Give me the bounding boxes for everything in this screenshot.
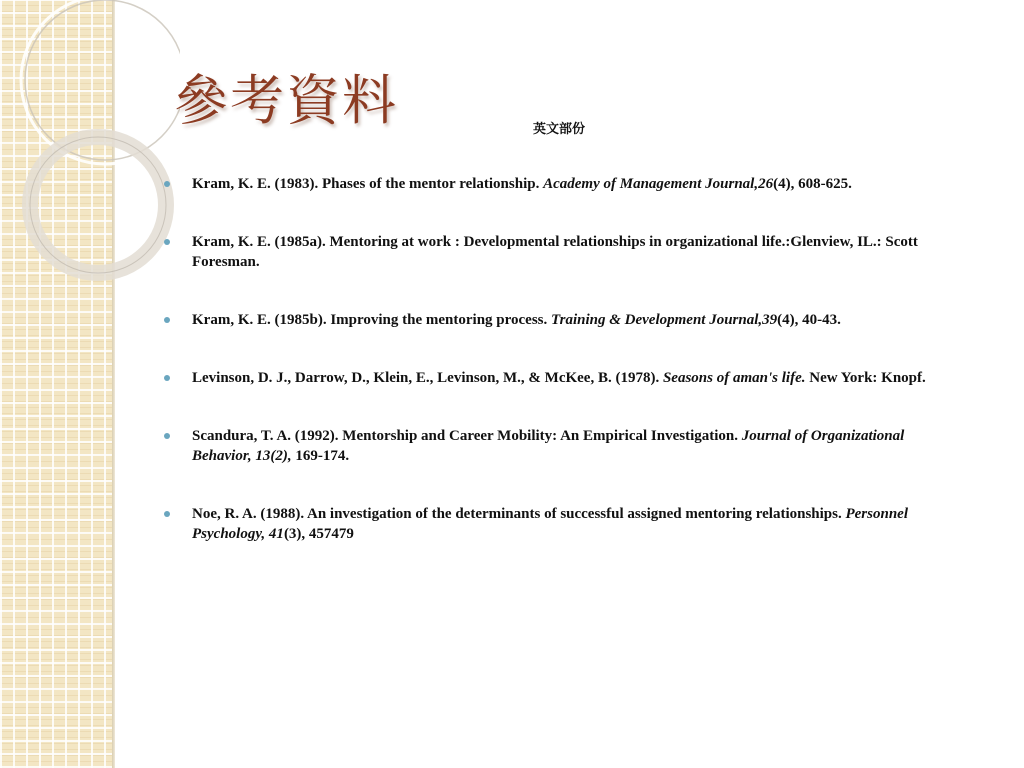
bullet-icon: [164, 239, 170, 245]
reference-source: Personnel Psychology, 41: [192, 506, 908, 542]
section-subtitle: 英文部份: [533, 122, 586, 137]
reference-source: Journal of Organizational Behavior, 13(2),: [192, 428, 905, 464]
reference-source: Academy of Management Journal,26: [543, 176, 774, 192]
reference-text: Kram, K. E. (1985b). Improving the mentoring process.: [192, 312, 552, 328]
page-title: 參考資料: [174, 69, 398, 132]
bullet-icon: [164, 511, 170, 517]
reference-item: [160, 504, 960, 544]
bullet-icon: [164, 181, 170, 187]
reference-item: [160, 174, 960, 194]
reference-text: Scandura, T. A. (1992). Mentorship and Career Mobility: An Empirical Investigation.: [192, 428, 742, 444]
bullet-icon: [164, 317, 170, 323]
reference-source: Seasons of aman's life.: [662, 370, 806, 386]
bullet-icon: [164, 375, 170, 381]
reference-details: (3), 457479: [283, 526, 354, 542]
reference-item: [160, 232, 960, 272]
bullet-icon: [164, 433, 170, 439]
reference-details: (4), 40-43.: [777, 312, 841, 328]
reference-text: Levinson, D. J., Darrow, D., Klein, E., Levinson, M., & McKee, B. (1978).: [192, 370, 663, 386]
reference-list: [160, 174, 960, 544]
reference-details: New York: Knopf.: [805, 370, 926, 386]
reference-text: Noe, R. A. (1988). An investigation of the determinants of successful assigned mentoring relationships.: [192, 506, 846, 522]
decorative-rings: [0, 0, 180, 330]
reference-item: [160, 368, 960, 388]
reference-details: 169-174.: [291, 448, 350, 464]
reference-details: (4), 608-625.: [773, 176, 852, 192]
reference-text: Kram, K. E. (1983). Phases of the mentor relationship.: [192, 176, 544, 192]
reference-item: [160, 426, 960, 466]
reference-source: Training & Development Journal,39: [551, 312, 778, 328]
reference-item: [160, 310, 960, 330]
reference-text: Kram, K. E. (1985a). Mentoring at work : Developmental relationships in organizational life.:Glenview, IL.: Scott Foresman.: [192, 234, 918, 270]
